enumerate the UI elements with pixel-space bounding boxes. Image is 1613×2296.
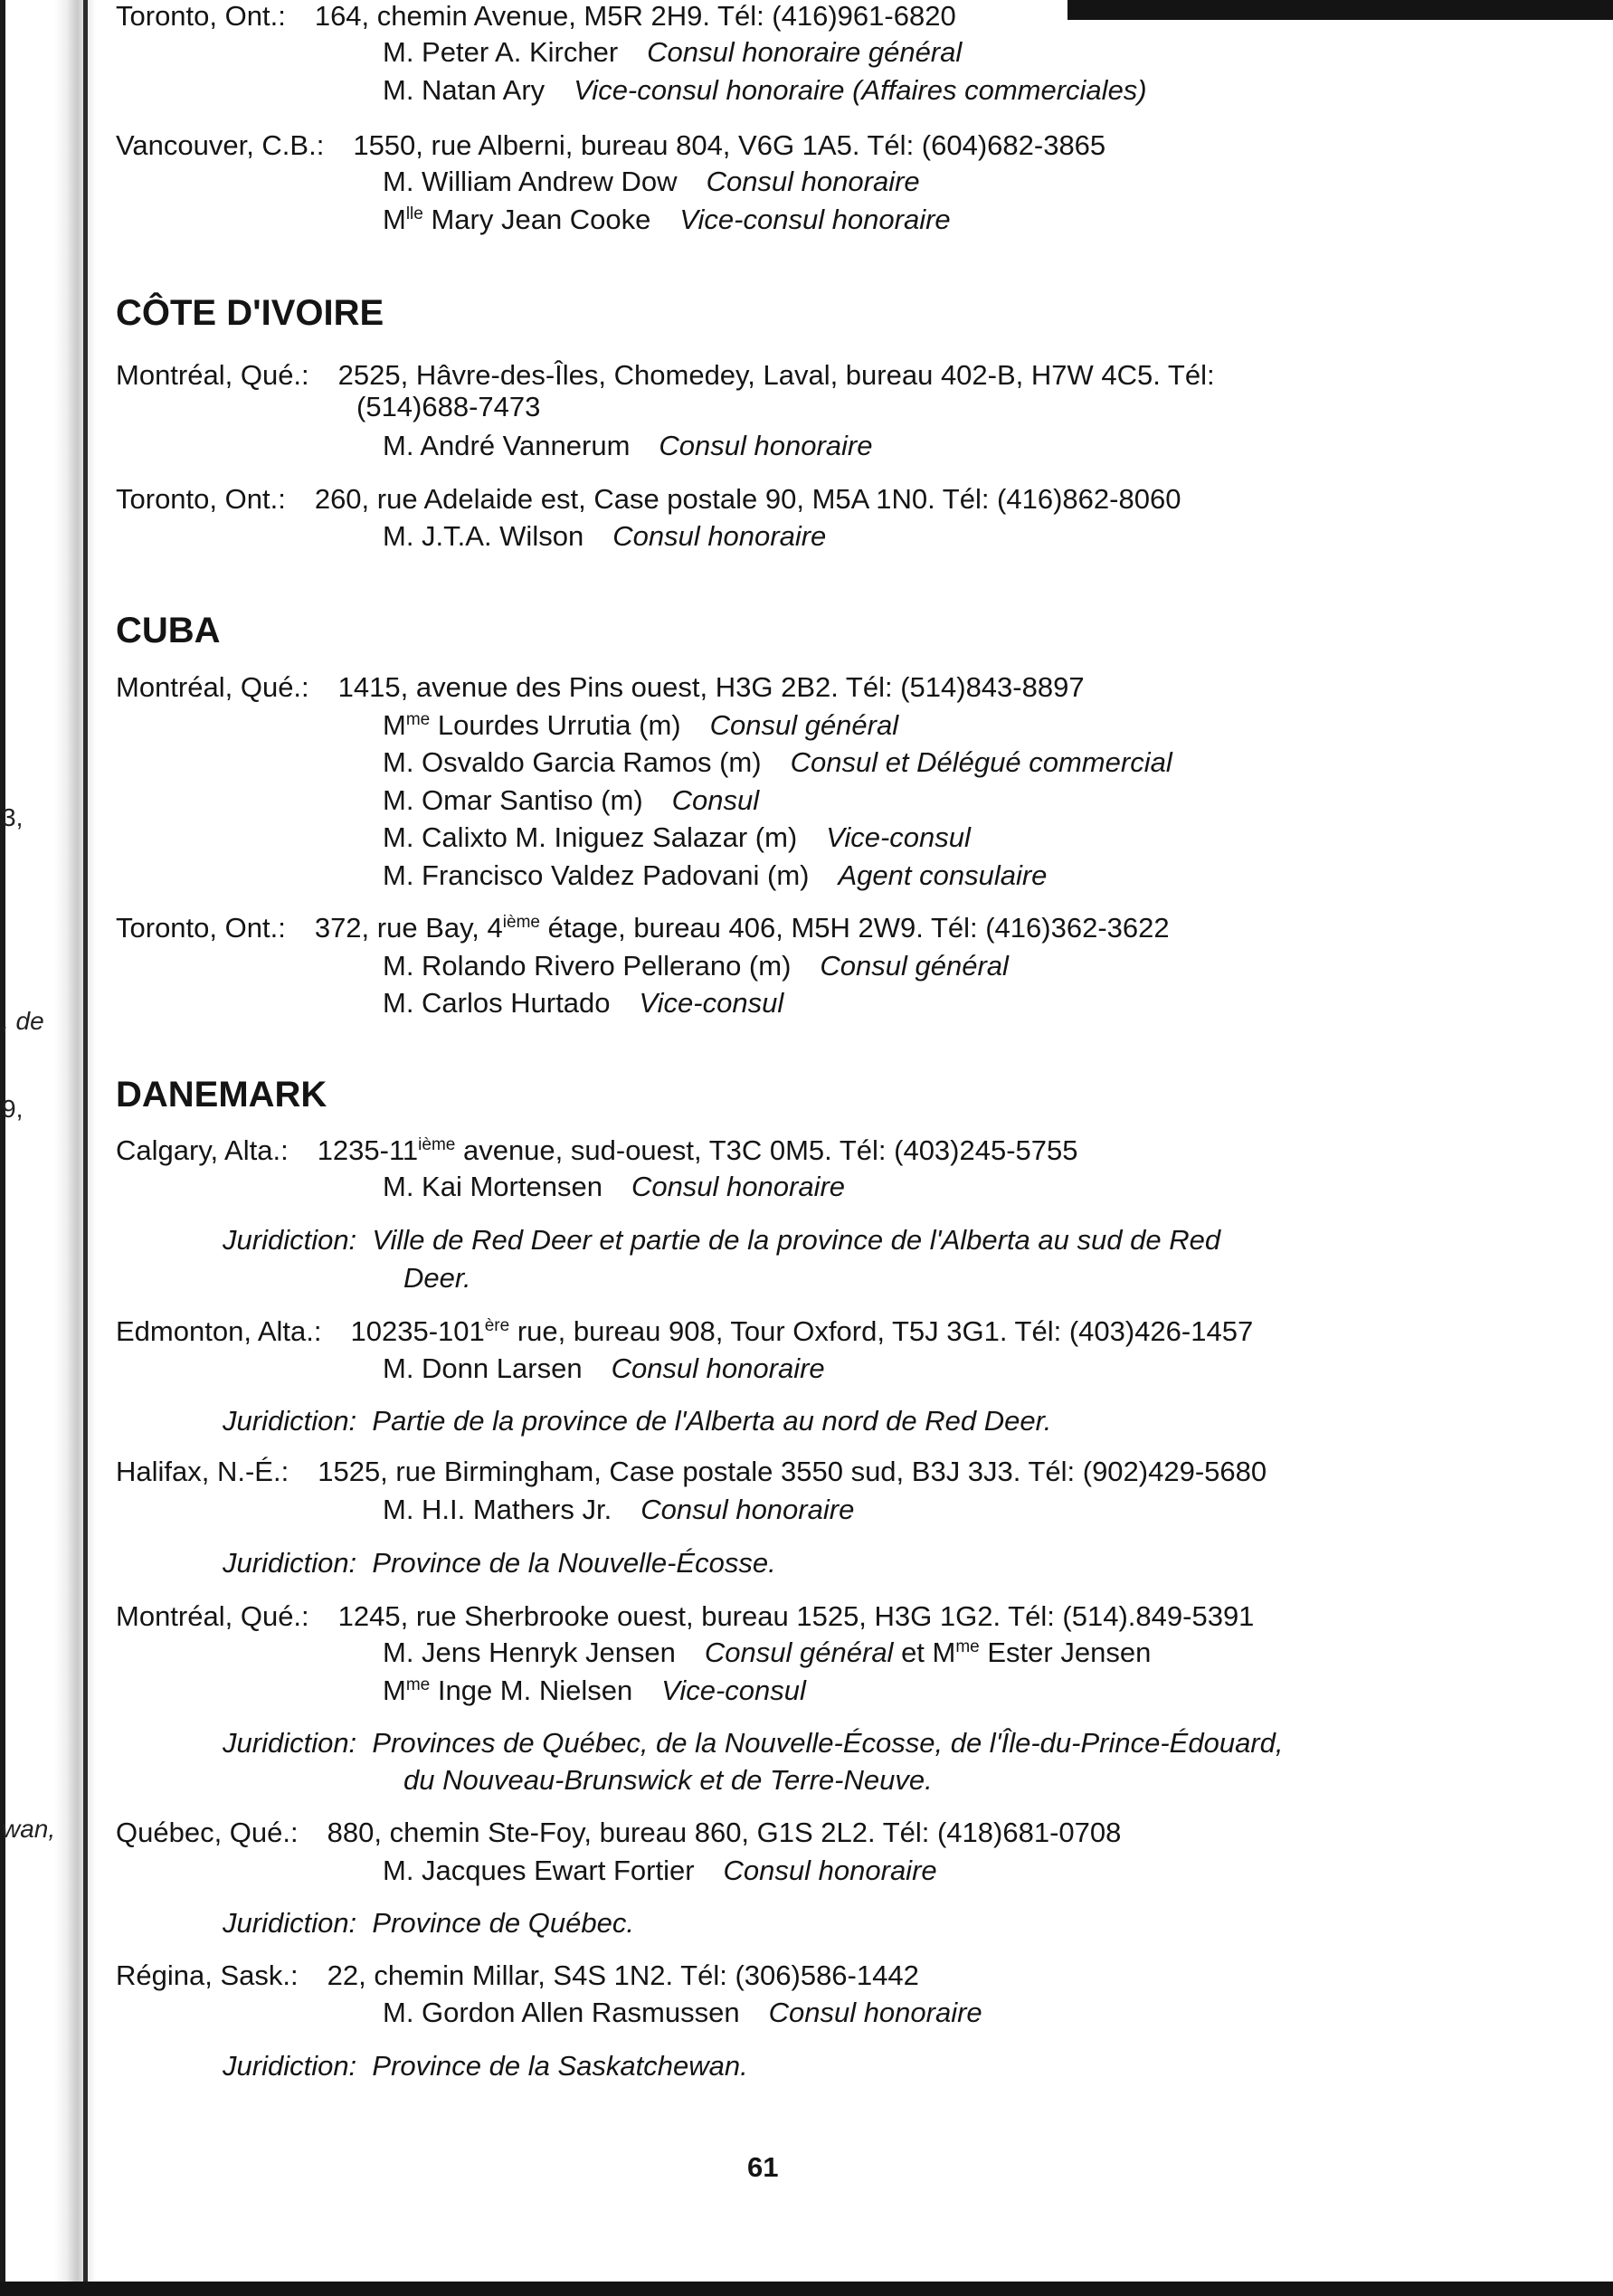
person-name: M. William Andrew Dow bbox=[383, 166, 678, 197]
jurisdiction-text: Provinces de Québec, de la Nouvelle-Écosse, de l'Île-du-Prince-Édouard, bbox=[372, 1727, 1284, 1759]
scan-edge-bottom bbox=[0, 2282, 1613, 2296]
address-text: 164, chemin Avenue, M5R 2H9. Tél: (416)961-6820 bbox=[314, 0, 956, 32]
city-label: Vancouver, C.B.: bbox=[116, 129, 325, 161]
person-line bbox=[383, 1673, 806, 1709]
person-line bbox=[383, 1853, 937, 1889]
person-line bbox=[383, 1351, 825, 1387]
person-line bbox=[383, 72, 1147, 109]
person-title: Consul honoraire bbox=[612, 520, 827, 552]
person-name: M. H.I. Mathers Jr. bbox=[383, 1494, 612, 1525]
city-label: Montréal, Qué.: bbox=[116, 1600, 309, 1632]
margin-fragment: 9, bbox=[2, 1095, 24, 1123]
person-line bbox=[383, 985, 783, 1021]
person-line bbox=[383, 1492, 854, 1528]
city-label: Toronto, Ont.: bbox=[116, 912, 286, 944]
jurisdiction-label: Juridiction: bbox=[223, 1727, 357, 1759]
person-title: Consul honoraire bbox=[640, 1494, 855, 1525]
person-name: M. Peter A. Kircher bbox=[383, 36, 619, 68]
jurisdiction-label: Juridiction: bbox=[223, 1547, 357, 1579]
address-line bbox=[116, 1958, 919, 1994]
person-title: Consul général bbox=[820, 950, 1009, 982]
person-name: M. Carlos Hurtado bbox=[383, 987, 611, 1019]
city-label: Toronto, Ont.: bbox=[116, 483, 286, 515]
person-title: Consul général bbox=[709, 709, 899, 741]
city-label: Montréal, Qué.: bbox=[116, 671, 309, 703]
person-name: M. Calixto M. Iniguez Salazar (m) bbox=[383, 821, 798, 853]
person-name: $M^{me}$ Lourdes Urrutia (m) bbox=[383, 709, 681, 741]
person-line bbox=[383, 34, 962, 71]
jurisdiction-line bbox=[223, 1725, 1283, 1761]
jurisdiction-text: Province de Québec. bbox=[372, 1907, 634, 1939]
person-line bbox=[383, 428, 873, 464]
margin-fragment: , de bbox=[2, 1007, 44, 1035]
jurisdiction-line bbox=[223, 1403, 1051, 1439]
person-line bbox=[383, 820, 971, 856]
person-name: M. Jens Henryk Jensen bbox=[383, 1637, 676, 1668]
person-title: Consul et Délégué commercial bbox=[790, 746, 1172, 778]
jurisdiction-line bbox=[223, 1545, 776, 1581]
person-title: Consul honoraire bbox=[768, 1997, 982, 2028]
address-line bbox=[116, 1133, 1078, 1169]
address-text: 260, rue Adelaide est, Case postale 90, M5A 1N0. Tél: (416)862-8060 bbox=[314, 483, 1181, 515]
city-label: Calgary, Alta.: bbox=[116, 1134, 289, 1166]
person-line bbox=[383, 1635, 1151, 1671]
address-text: 22, chemin Millar, S4S 1N2. Tél: (306)586-1442 bbox=[327, 1959, 919, 1991]
person-line bbox=[383, 783, 759, 819]
person-line bbox=[383, 164, 920, 200]
person-line bbox=[383, 858, 1047, 894]
scan-edge-left bbox=[0, 0, 5, 2296]
address-text: 1245, rue Sherbrooke ouest, bureau 1525, H3G 1G2. Tél: (514).849-5391 bbox=[337, 1600, 1255, 1632]
city-label: Régina, Sask.: bbox=[116, 1959, 299, 1991]
address-text: 1550, rue Alberni, bureau 804, V6G 1A5. Tél: (604)682-3865 bbox=[353, 129, 1106, 161]
city-label: Québec, Qué.: bbox=[116, 1817, 299, 1848]
person-title: Consul honoraire bbox=[723, 1855, 937, 1886]
person-title: Consul honoraire bbox=[611, 1352, 825, 1384]
country-heading: DANEMARK bbox=[116, 1075, 327, 1115]
jurisdiction-label: Juridiction: bbox=[223, 2050, 357, 2082]
person-name: M. Francisco Valdez Padovani (m) bbox=[383, 859, 810, 891]
person-title: Vice-consul bbox=[639, 987, 784, 1019]
person-line bbox=[383, 707, 898, 744]
address-line bbox=[116, 1454, 1267, 1490]
jurisdiction-label: Juridiction: bbox=[223, 1224, 357, 1256]
person-title: Vice-consul honoraire bbox=[679, 204, 951, 235]
person-title: Vice-consul honoraire (Affaires commerciales) bbox=[574, 74, 1147, 106]
city-label: Montréal, Qué.: bbox=[116, 359, 309, 391]
person-name: M. Kai Mortensen bbox=[383, 1171, 603, 1202]
address-line bbox=[116, 910, 1170, 946]
address-line bbox=[116, 1815, 1121, 1851]
jurisdiction-line bbox=[223, 2048, 748, 2084]
country-heading: CUBA bbox=[116, 611, 221, 650]
address-line bbox=[116, 669, 1085, 706]
binding-gutter bbox=[54, 0, 96, 2296]
city-label: Halifax, N.-É.: bbox=[116, 1456, 289, 1487]
person-title: Consul honoraire bbox=[631, 1171, 846, 1202]
address-line bbox=[116, 0, 956, 34]
person-title: Consul général bbox=[704, 1637, 894, 1668]
address-text: 1235-11ième avenue, sud-ouest, T3C 0M5. Tél: (403)245-5755 bbox=[317, 1134, 1078, 1166]
person-title: Consul bbox=[671, 784, 760, 816]
person-line bbox=[383, 518, 826, 555]
city-label: Edmonton, Alta.: bbox=[116, 1315, 322, 1347]
person-title: Consul honoraire bbox=[706, 166, 920, 197]
jurisdiction-text: Province de la Saskatchewan. bbox=[372, 2050, 748, 2082]
person-title: Agent consulaire bbox=[838, 859, 1048, 891]
margin-fragment: 3, bbox=[2, 803, 24, 831]
person-name: M. J.T.A. Wilson bbox=[383, 520, 584, 552]
jurisdiction-line: du Nouveau-Brunswick et de Terre-Neuve. bbox=[403, 1764, 933, 1796]
jurisdiction-line bbox=[223, 1222, 1220, 1258]
person-title: Vice-consul bbox=[661, 1675, 806, 1706]
person-name: M. Donn Larsen bbox=[383, 1352, 583, 1384]
jurisdiction-text: Province de la Nouvelle-Écosse. bbox=[372, 1547, 776, 1579]
country-heading: CÔTE D'IVOIRE bbox=[116, 293, 384, 333]
address-line bbox=[116, 1599, 1254, 1635]
person-name: M. André Vannerum bbox=[383, 430, 631, 461]
jurisdiction-line bbox=[223, 1905, 634, 1941]
person-line bbox=[383, 1169, 845, 1205]
address-line bbox=[116, 357, 1215, 394]
person-title: Consul honoraire bbox=[659, 430, 873, 461]
person-name: M. Rolando Rivero Pellerano (m) bbox=[383, 950, 792, 982]
address-line bbox=[116, 481, 1181, 517]
jurisdiction-label: Juridiction: bbox=[223, 1405, 357, 1437]
address-line bbox=[116, 1314, 1253, 1350]
jurisdiction-label: Juridiction: bbox=[223, 1907, 357, 1939]
address-line: (514)688-7473 bbox=[356, 391, 541, 422]
address-text: 1415, avenue des Pins ouest, H3G 2B2. Tél: (514)843-8897 bbox=[337, 671, 1085, 703]
address-text: 372, rue Bay, 4ième étage, bureau 406, M5H 2W9. Tél: (416)362-3622 bbox=[314, 912, 1170, 944]
binding-gutter-line bbox=[83, 0, 88, 2296]
person-name: M. Gordon Allen Rasmussen bbox=[383, 1997, 740, 2028]
person-name: $M^{lle}$ Mary Jean Cooke bbox=[383, 204, 651, 235]
person-line bbox=[383, 1995, 982, 2031]
person-line bbox=[383, 202, 951, 238]
address-text: 880, chemin Ste-Foy, bureau 860, G1S 2L2. Tél: (418)681-0708 bbox=[327, 1817, 1122, 1848]
address-line bbox=[116, 128, 1105, 164]
person-title: Vice-consul bbox=[826, 821, 971, 853]
person-title: Consul honoraire général bbox=[647, 36, 963, 68]
person-name: M. Omar Santiso (m) bbox=[383, 784, 643, 816]
person-spouse: et $M^{me}$ Ester Jensen bbox=[893, 1637, 1152, 1668]
page-number: 61 bbox=[747, 2151, 779, 2183]
person-name: M. Natan Ary bbox=[383, 74, 546, 106]
address-text: 1525, rue Birmingham, Case postale 3550 sud, B3J 3J3. Tél: (902)429-5680 bbox=[318, 1456, 1267, 1487]
person-name: M. Jacques Ewart Fortier bbox=[383, 1855, 695, 1886]
scan-edge-top bbox=[1067, 0, 1613, 20]
jurisdiction-text: Ville de Red Deer et partie de la province de l'Alberta au sud de Red bbox=[372, 1224, 1221, 1256]
person-line bbox=[383, 948, 1009, 984]
city-label: Toronto, Ont.: bbox=[116, 0, 286, 32]
jurisdiction-text: Partie de la province de l'Alberta au nord de Red Deer. bbox=[372, 1405, 1052, 1437]
address-text: 2525, Hâvre-des-Îles, Chomedey, Laval, bureau 402-B, H7W 4C5. Tél: bbox=[337, 359, 1215, 391]
person-name: M. Osvaldo Garcia Ramos (m) bbox=[383, 746, 762, 778]
jurisdiction-line: Deer. bbox=[403, 1262, 471, 1294]
person-line bbox=[383, 745, 1172, 781]
address-text: 10235-101ère rue, bureau 908, Tour Oxford, T5J 3G1. Tél: (403)426-1457 bbox=[350, 1315, 1254, 1347]
person-name: $M^{me}$ Inge M. Nielsen bbox=[383, 1675, 633, 1706]
margin-fragment: wan, bbox=[2, 1815, 56, 1843]
